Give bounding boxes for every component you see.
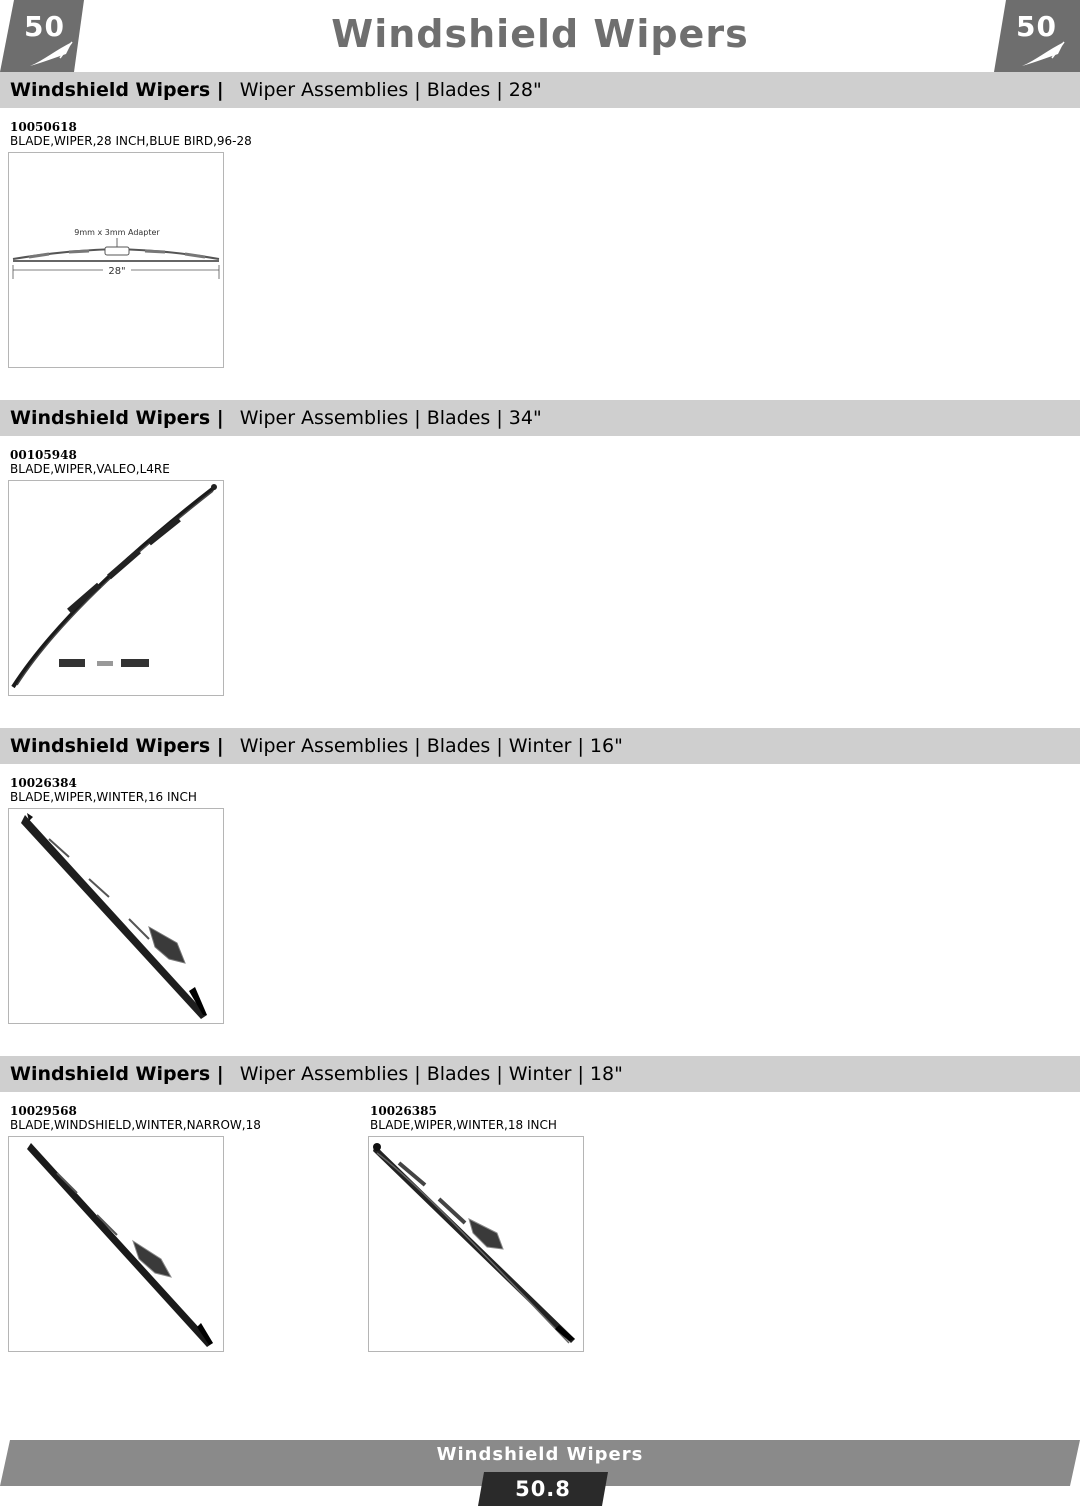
adapter-label: 9mm x 3mm Adapter	[74, 228, 160, 237]
section-header	[0, 72, 1080, 108]
section-blades-winter-18	[0, 1056, 1080, 1132]
part-description: BLADE,WIPER,WINTER,18 INCH	[370, 1118, 557, 1132]
section-header	[0, 400, 1080, 436]
winter-blade-16-photo	[9, 809, 223, 1023]
section-subcategory: Wiper Assemblies | Blades | 34"	[239, 407, 542, 429]
page-header	[0, 0, 1080, 72]
chapter-number-right: 50	[1016, 10, 1057, 43]
section-category: Windshield Wipers |	[10, 1063, 224, 1085]
chapter-tab-right	[994, 0, 1080, 72]
section-header	[0, 1056, 1080, 1092]
chapter-number-left: 50	[24, 10, 65, 43]
section-category: Windshield Wipers |	[10, 407, 224, 429]
part-number: 10050618	[10, 120, 77, 134]
section-category: Windshield Wipers |	[10, 79, 224, 101]
part-description: BLADE,WIPER,WINTER,16 INCH	[10, 790, 197, 804]
part-number: 10029568	[10, 1104, 77, 1118]
product-item[interactable]	[10, 448, 350, 476]
part-description: BLADE,WIPER,28 INCH,BLUE BIRD,96-28	[10, 134, 252, 148]
wiper-blade-28-diagram	[9, 153, 223, 367]
section-category: Windshield Wipers |	[10, 735, 224, 757]
section-subcategory: Wiper Assemblies | Blades | Winter | 18"	[239, 1063, 623, 1085]
product-item[interactable]	[370, 1104, 710, 1132]
section-header	[0, 728, 1080, 764]
product-image[interactable]	[8, 480, 224, 696]
product-image[interactable]	[8, 152, 224, 368]
page-title: Windshield Wipers	[331, 12, 749, 56]
part-description: BLADE,WINDSHIELD,WINTER,NARROW,18	[10, 1118, 261, 1132]
wiper-blade-34-photo	[9, 481, 223, 695]
product-item[interactable]	[10, 120, 350, 277]
product-image[interactable]	[8, 1136, 224, 1352]
section-subcategory: Wiper Assemblies | Blades | Winter | 16"	[239, 735, 623, 757]
section-subcategory: Wiper Assemblies | Blades | 28"	[239, 79, 542, 101]
winter-blade-18-photo	[369, 1137, 583, 1351]
section-blades-winter-16	[0, 728, 1080, 804]
part-number: 10026384	[10, 776, 77, 790]
part-description: BLADE,WIPER,VALEO,L4RE	[10, 462, 170, 476]
length-label: 28"	[108, 266, 126, 277]
page-number: 50.8	[515, 1477, 571, 1501]
winter-blade-narrow-18-photo	[9, 1137, 223, 1351]
section-blades-28	[0, 72, 1080, 277]
product-item[interactable]	[10, 776, 350, 804]
footer-title: Windshield Wipers	[436, 1444, 644, 1465]
section-blades-34	[0, 400, 1080, 476]
product-image[interactable]	[368, 1136, 584, 1352]
product-image[interactable]	[8, 808, 224, 1024]
page-footer	[0, 1440, 1080, 1506]
part-number: 10026385	[370, 1104, 437, 1118]
part-number: 00105948	[10, 448, 77, 462]
product-item[interactable]	[10, 1104, 350, 1132]
